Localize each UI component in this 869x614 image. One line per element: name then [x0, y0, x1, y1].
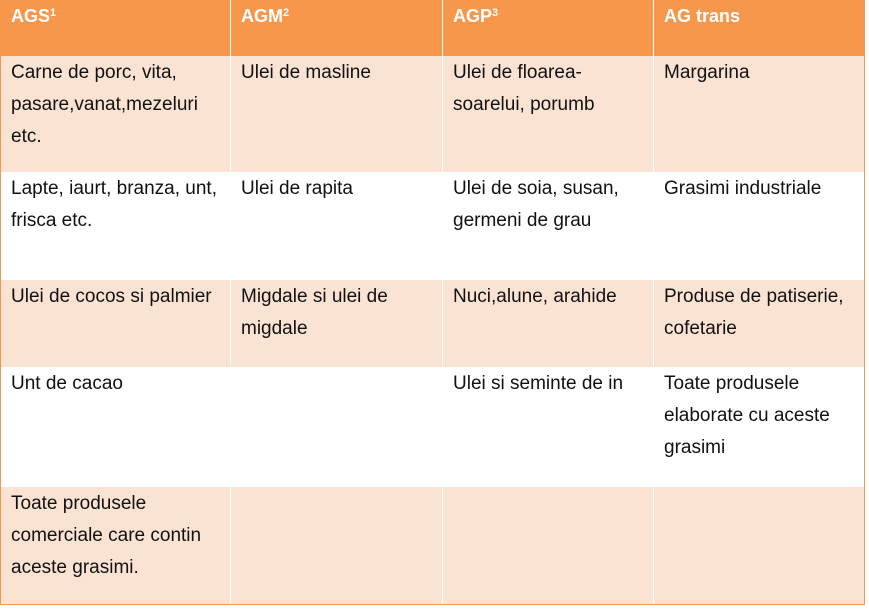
- table-cell: Margarina: [654, 56, 865, 172]
- header-label: AGM: [241, 6, 283, 26]
- footnote-marker: 3: [492, 7, 499, 19]
- table-row: [1, 56, 865, 172]
- table-cell: Ulei de cocos si palmier: [1, 280, 231, 367]
- table-cell: Ulei de soia, susan, germeni de grau: [443, 172, 654, 280]
- header-cell-agm: [231, 0, 443, 56]
- header-cell-ags: [1, 0, 231, 56]
- table-cell: Toate produsele elaborate cu aceste grasimi: [654, 367, 865, 487]
- table-cell: Ulei de floarea-soarelui, porumb: [443, 56, 654, 172]
- table-row: [1, 487, 865, 605]
- table-cell: Produse de patiserie, cofetarie: [654, 280, 865, 367]
- table-cell: Ulei de masline: [231, 56, 443, 172]
- table-cell: Ulei de rapita: [231, 172, 443, 280]
- header-row: [1, 0, 865, 56]
- table-cell: Nuci,alune, arahide: [443, 280, 654, 367]
- table-cell: Grasimi industriale: [654, 172, 865, 280]
- table-cell: Carne de porc, vita, pasare,vanat,mezeluri etc.: [1, 56, 231, 172]
- table-cell: [654, 487, 865, 605]
- table-cell: Toate produsele comerciale care contin aceste grasimi.: [1, 487, 231, 605]
- table-cell: [231, 367, 443, 487]
- table-cell: [443, 487, 654, 605]
- header-cell-agp: [443, 0, 654, 56]
- header-label: AG trans: [664, 6, 741, 26]
- table-row: [1, 367, 865, 487]
- header-label: AGP: [453, 6, 493, 26]
- table-row: [1, 280, 865, 367]
- footnote-marker: 2: [283, 7, 290, 19]
- table-cell: Ulei si seminte de in: [443, 367, 654, 487]
- header-label: AGS: [11, 6, 51, 26]
- footnote-marker: 1: [50, 7, 57, 19]
- table-cell: Lapte, iaurt, branza, unt, frisca etc.: [1, 172, 231, 280]
- table-cell: Unt de cacao: [1, 367, 231, 487]
- table-cell: [231, 487, 443, 605]
- table-row: [1, 172, 865, 280]
- header-cell-ag-trans: [654, 0, 865, 56]
- table-cell: Migdale si ulei de migdale: [231, 280, 443, 367]
